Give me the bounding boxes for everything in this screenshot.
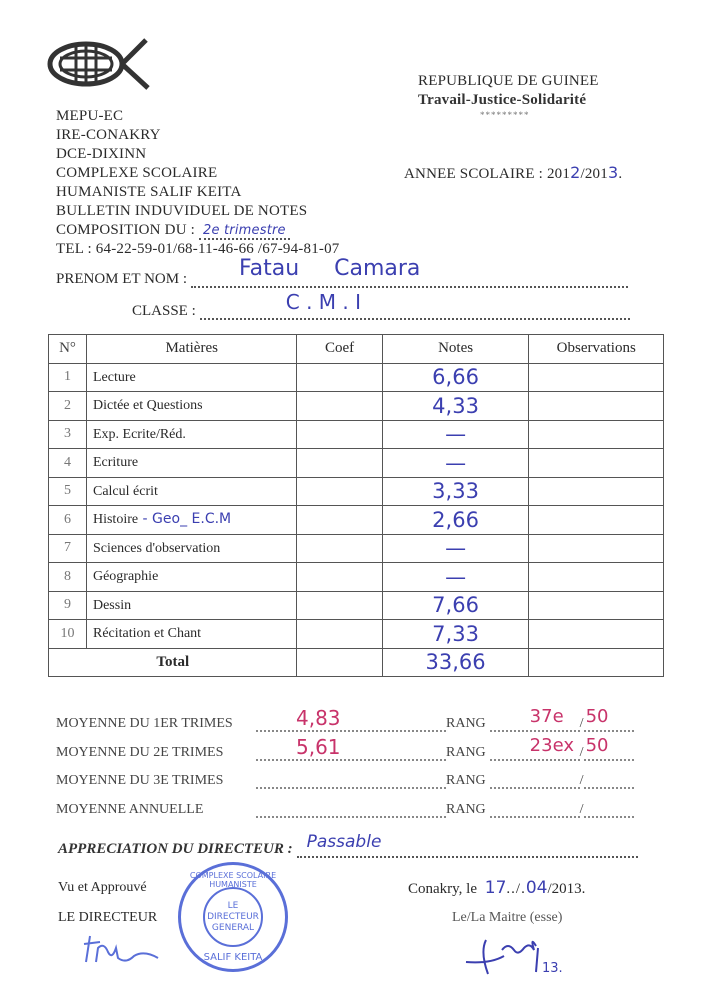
row-observation (529, 363, 664, 392)
row-note: — (382, 563, 529, 592)
row-note: — (382, 449, 529, 478)
total-observations (529, 648, 664, 677)
row-observation (529, 591, 664, 620)
total-value: 33,66 (382, 648, 529, 677)
row-subject (86, 506, 296, 535)
average-value: 5,61 (296, 735, 341, 759)
average-line (256, 802, 446, 818)
header-number: N° (49, 335, 87, 364)
subject-name: Calcul écrit (92, 483, 158, 499)
rank-line (490, 735, 580, 761)
stamp-line-1: LE (227, 900, 239, 911)
row-number: 4 (49, 449, 87, 478)
row-coef (297, 363, 382, 392)
table-row (49, 534, 664, 563)
date-day: 17 (484, 878, 507, 898)
row-number: 1 (49, 363, 87, 392)
composition-line (56, 221, 339, 240)
table-row (49, 449, 664, 478)
row-subject (86, 534, 296, 563)
date-row: Conakry, le 17../.04/2013. (408, 878, 586, 898)
average-line (256, 706, 446, 732)
place-label: Conakry, le (408, 881, 478, 897)
class-label: CLASSE : (132, 303, 196, 319)
row-note: 3,33 (382, 477, 529, 506)
rank-label: RANG (446, 745, 486, 760)
table-row (49, 363, 664, 392)
row-observation (529, 506, 664, 535)
average-label: MOYENNE DU 2E TRIMES (56, 745, 224, 760)
rank-value: 23ex (529, 735, 574, 756)
subject-name: Sciences d'observation (92, 540, 221, 556)
row-subject (86, 363, 296, 392)
teacher-label: Le/La Maitre (esse) (452, 910, 563, 925)
school-year (404, 163, 622, 184)
class-line (200, 290, 630, 320)
school-year-separator: /201 (580, 166, 608, 182)
svg-text:13.: 13. (542, 961, 563, 976)
official-stamp (178, 862, 288, 972)
header-observations: Observations (529, 335, 664, 364)
header-subjects: Matières (86, 335, 296, 364)
row-coef (297, 591, 382, 620)
subject-name: Exp. Ecrite/Réd. (92, 426, 186, 442)
row-subject (86, 591, 296, 620)
appreciation-row (58, 832, 638, 858)
stamp-inner (203, 887, 263, 947)
row-coef (297, 392, 382, 421)
average-row: MOYENNE DU 2E TRIMES 5,61 RANG 23ex / 50 (56, 745, 646, 761)
document-title: BULLETIN INDUVIDUEL DE NOTES (56, 203, 308, 219)
telephone: TEL : 64-22-59-01/68-11-46-66 /67-94-81-07 (56, 241, 340, 257)
rank-line (490, 706, 580, 732)
average-label: MOYENNE ANNUELLE (56, 802, 204, 817)
total-row (49, 648, 664, 677)
average-label: MOYENNE DU 3E TRIMES (56, 773, 224, 788)
header-coef: Coef (297, 335, 382, 364)
school-logo (46, 38, 154, 90)
average-label: MOYENNE DU 1ER TRIMES (56, 716, 233, 731)
rank-total-line (584, 773, 634, 789)
row-coef (297, 534, 382, 563)
row-number: 7 (49, 534, 87, 563)
header-notes: Notes (382, 335, 529, 364)
date-year: /2013. (547, 881, 586, 897)
row-observation (529, 563, 664, 592)
dce: DCE-DIXINN (56, 146, 147, 162)
stamp-bottom-text: SALIF KEITA (203, 952, 263, 963)
row-number: 2 (49, 392, 87, 421)
rank-label: RANG (446, 716, 486, 731)
table-row (49, 420, 664, 449)
row-number: 6 (49, 506, 87, 535)
school-year-end-digit: 3 (607, 163, 619, 182)
row-observation (529, 449, 664, 478)
date-month: 04 (525, 878, 548, 898)
average-line (256, 773, 446, 789)
subject-name: Lecture (92, 369, 136, 385)
row-observation (529, 420, 664, 449)
average-row: MOYENNE DU 3E TRIMES RANG / (56, 773, 646, 789)
row-coef (297, 449, 382, 478)
subject-name: Histoire (92, 512, 139, 528)
subject-name: Ecriture (92, 455, 139, 471)
student-name-value: Fatau Camara (239, 256, 421, 281)
appreciation-line (297, 832, 638, 858)
row-coef (297, 620, 382, 649)
table-row (49, 506, 664, 535)
rank-value: 37e (529, 706, 564, 727)
row-number: 9 (49, 591, 87, 620)
table-row (49, 591, 664, 620)
average-value: 4,83 (296, 706, 341, 730)
stamp-line-3: GENERAL (211, 922, 255, 933)
table-header-row (49, 335, 664, 364)
total-label: Total (49, 648, 297, 677)
rank-total: 50 (585, 706, 609, 727)
school-line-1: COMPLEXE SCOLAIRE (56, 165, 218, 181)
ire: IRE-CONAKRY (56, 127, 161, 143)
rank-label: RANG (446, 773, 486, 788)
student-name-line (191, 256, 628, 288)
row-number: 3 (49, 420, 87, 449)
appreciation-label: APPRECIATION DU DIRECTEUR : (58, 841, 293, 857)
row-subject (86, 420, 296, 449)
row-coef (297, 420, 382, 449)
row-note: 2,66 (382, 506, 529, 535)
row-observation (529, 534, 664, 563)
subject-name: Dessin (92, 597, 132, 613)
row-note: 7,66 (382, 591, 529, 620)
stamp-top-text: COMPLEXE SCOLAIRE HUMANISTE (189, 871, 277, 889)
table-row (49, 392, 664, 421)
row-note: 4,33 (382, 392, 529, 421)
class-row (132, 290, 630, 320)
director-signature (82, 928, 162, 977)
rank-total-line (584, 706, 634, 732)
row-note: 7,33 (382, 620, 529, 649)
row-subject (86, 477, 296, 506)
right-header (418, 72, 638, 120)
average-line (256, 735, 446, 761)
stars-divider: ********* (480, 110, 530, 120)
rank-line (490, 773, 580, 789)
school-year-start-digit: 2 (570, 163, 581, 182)
composition-label: COMPOSITION DU : (56, 222, 196, 238)
school-line-2: HUMANISTE SALIF KEITA (56, 184, 242, 200)
stamp-line-2: DIRECTEUR (207, 911, 259, 922)
teacher-signature (460, 928, 563, 983)
school-year-end: . (618, 166, 623, 182)
row-note: — (382, 534, 529, 563)
student-name-label: PRENOM ET NOM : (56, 271, 187, 287)
teacher-signature-icon (460, 928, 563, 978)
subject-name: Récitation et Chant (92, 626, 202, 642)
republic-title: REPUBLIQUE DE GUINEE (418, 73, 599, 89)
rank-total: 50 (585, 735, 609, 756)
rank-label: RANG (446, 802, 486, 817)
rank-total-line (584, 735, 634, 761)
row-note: 6,66 (382, 363, 529, 392)
table-row (49, 563, 664, 592)
row-observation (529, 620, 664, 649)
director-signature-icon (82, 928, 162, 972)
row-observation (529, 477, 664, 506)
row-subject (86, 392, 296, 421)
row-coef (297, 506, 382, 535)
appreciation-value: Passable (306, 832, 382, 852)
school-year-label: ANNEE SCOLAIRE : 201 (404, 166, 571, 182)
approved-label: Vu et Approuvé (58, 880, 147, 895)
row-coef (297, 477, 382, 506)
subject-name: Dictée et Questions (92, 398, 203, 414)
rank-total-line (584, 802, 634, 818)
fish-logo-icon (46, 38, 154, 90)
row-observation (529, 392, 664, 421)
row-number: 8 (49, 563, 87, 592)
ministry: MEPU-EC (56, 108, 124, 124)
motto: Travail-Justice-Solidarité (418, 92, 587, 108)
subject-handwritten-extra: - Geo_ E.C.M (138, 511, 232, 528)
row-subject (86, 563, 296, 592)
table-row (49, 620, 664, 649)
composition-value: 2e trimestre (199, 223, 290, 240)
average-row: MOYENNE ANNUELLE RANG / (56, 802, 646, 818)
class-value: C . M . I (285, 290, 362, 314)
average-row: MOYENNE DU 1ER TRIMES 4,83 RANG 37e / 50 (56, 716, 646, 732)
row-subject (86, 620, 296, 649)
row-number: 10 (49, 620, 87, 649)
subject-name: Géographie (92, 569, 159, 585)
total-coef (297, 648, 382, 677)
student-name-row (56, 256, 628, 288)
rank-line (490, 802, 580, 818)
row-note: — (382, 420, 529, 449)
row-number: 5 (49, 477, 87, 506)
row-coef (297, 563, 382, 592)
director-label: LE DIRECTEUR (58, 910, 158, 925)
left-header (56, 107, 339, 259)
grades-table (48, 334, 664, 677)
row-subject (86, 449, 296, 478)
table-row (49, 477, 664, 506)
